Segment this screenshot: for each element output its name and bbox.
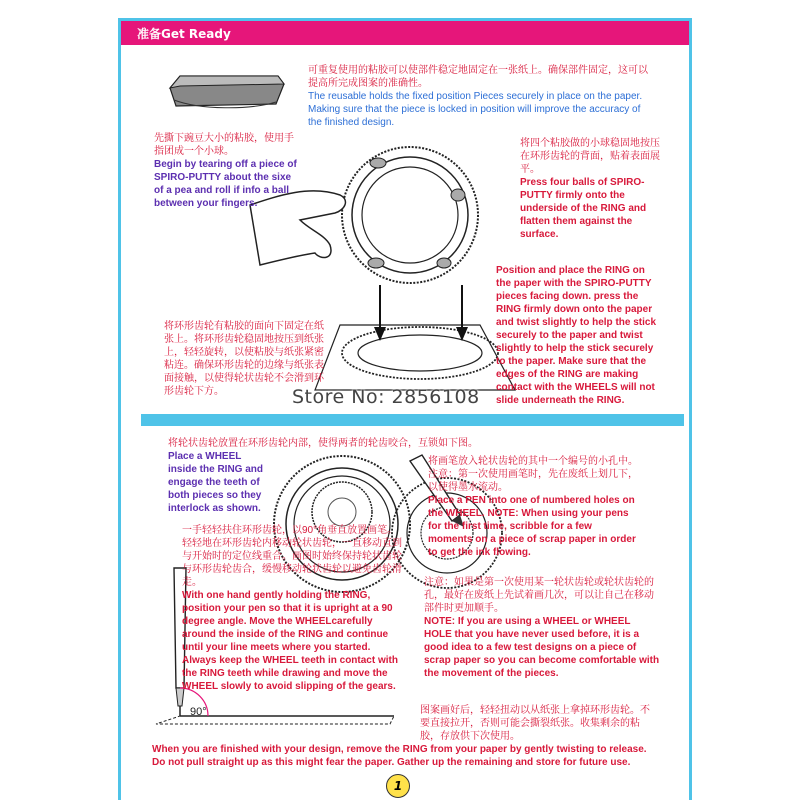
- step2-cn-text: 先撕下豌豆大小的粘胶，使用手指团成一个小球。: [154, 133, 294, 157]
- step10-en-text: When you are finished with your design, remove the RING from your paper by gently twisting to release. Do not pull straight up as this might fear the paper. Gather up the remaining and store for future use.: [152, 744, 647, 768]
- step6-cn-text: 将轮状齿轮放置在环形齿轮内部，使得两者的轮齿咬合，互锁如下图。: [168, 438, 478, 449]
- section-header: [121, 21, 689, 45]
- step1-cn-text: 可重复使用的粘胶可以使部件稳定地固定在一张纸上。确保部件固定，这可以提高所完成图案的准确性。: [308, 65, 648, 89]
- step3-cn-text: 将四个粘胶做的小球稳固地按压在环形齿轮的背面，贴着表面展平。: [520, 138, 660, 175]
- step5-cn-text: 将环形齿轮有粘胶的面向下固定在纸张上。将环形齿轮稳固地按压到纸张上，轻轻旋转，以使粘胶与纸张紧密粘连。确保环形齿轮的边缘与纸张表面接触，以使得轮状齿轮不会滑到环形齿轮下方。: [164, 321, 324, 397]
- step1-block: [308, 64, 648, 129]
- step7-block: [424, 455, 660, 559]
- putty-illustration: [160, 70, 290, 115]
- step3-block: [520, 137, 660, 241]
- step9-en-text: NOTE: If you are using a WHEEL or WHEEL HOLE that you have never used before, it is a good idea to a few test designs on a piece of scrap paper so you can become comfortable with the movement of the pieces.: [424, 616, 660, 679]
- step7-cn-text: 将画笔放入轮状齿轮的其中一个编号的小孔中。注意：第一次使用画笔时，先在废纸上划几下，以使得墨水流动。: [428, 456, 638, 493]
- step6-en-text: Place a WHEEL inside the RING and engage the teeth of both pieces so they interlock as shown.: [168, 451, 264, 514]
- step9-block: [424, 576, 660, 680]
- step8-cn-text: 一手轻轻扶住环形齿轮，以90°角垂直放置画笔。轻轻地在环形齿轮内移动轮状齿轮，一直移动直到与开始时的定位线重合。画图时始终保持轮状齿轮与环形齿轮齿合，缓慢移动轮状齿轮以避免齿轮滑走。: [182, 525, 402, 588]
- page-number: 1: [386, 774, 410, 798]
- step2-block: [154, 132, 300, 210]
- step10-block: [152, 704, 660, 769]
- step1-en-text: The reusable holds the fixed position Pieces securely in place on the paper. Making sure that the piece is locked in position will improve the accuracy of the finished design.: [308, 91, 643, 128]
- step9-cn-text: 注意：如果是第一次使用某一轮状齿轮或轮状齿轮的孔，最好在废纸上先试着画几次，可以让自己在移动部件时更加顺手。: [424, 577, 654, 614]
- step4-block: [496, 264, 658, 407]
- angle-label: 90°: [190, 706, 207, 718]
- step4-en-text: Position and place the RING on the paper with the SPIRO-PUTTY pieces facing down. press the RING firmly down onto the paper and twist slightly to help the stick securely to the paper and twist slightly to help the stick securely to the paper. Make sure that the edges of the RING are making contact with the WHEELS will not slide underneath the RING.: [496, 265, 657, 406]
- step8-en-text: With one hand gently holding the RING, position your pen so that it is upright at a 90 degree angle. Move the WHEELcarefully around the inside of the RING and continue until your line meets where you started. Always keep the WHEEL teeth in contact with the RING teeth while drawing and move the WHEEL slowly to avoid slipping of the gears.: [182, 590, 398, 692]
- step2-en-text: Begin by tearing off a piece of SPIRO-PUTTY about the sixe of a pea and roll if info a ball between your fingers.: [154, 159, 297, 209]
- store-watermark: Store No: 2856108: [292, 386, 480, 408]
- step8-block: [182, 524, 402, 693]
- step7-en-text: Place a PEN into one of numbered holes on the WHEEL. NOTE: When using your pens for the first time, scribble for a few moments on a piece of scrap paper in order to get the ink flowing.: [428, 495, 636, 558]
- section-title: 准备Get Ready: [137, 27, 231, 41]
- step10-cn-text: 图案画好后，轻轻扭动以从纸张上拿掉环形齿轮。不要直接拉开，否则可能会撕裂纸张。收集剩余的粘胶，存放供下次使用。: [420, 705, 650, 742]
- section-divider: [141, 414, 684, 426]
- step3-en-text: Press four balls of SPIRO-PUTTY firmly onto the underside of the RING and flatten them against the surface.: [520, 177, 647, 240]
